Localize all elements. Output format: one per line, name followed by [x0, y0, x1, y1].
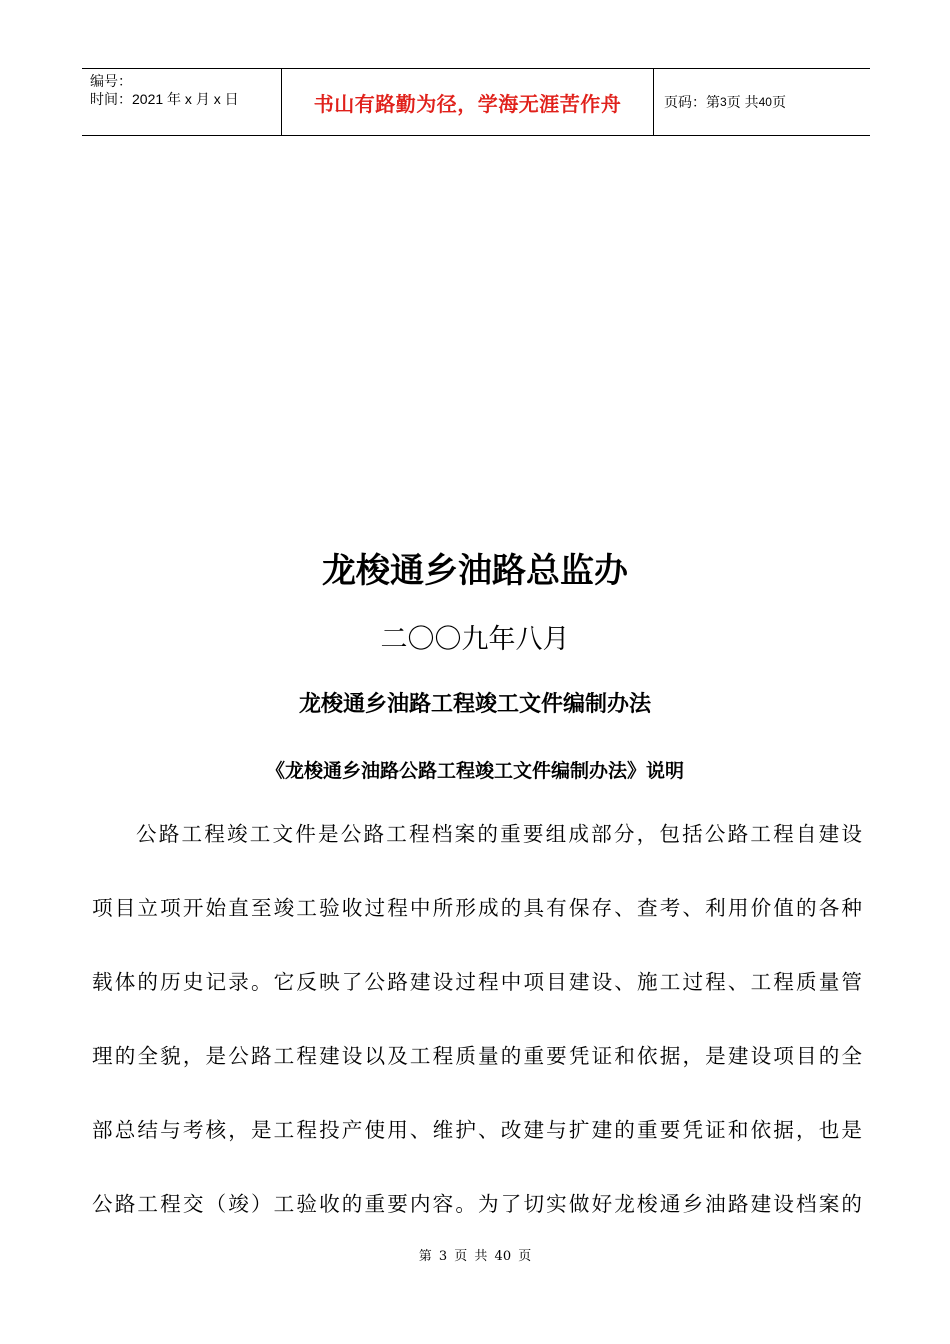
- header-page-cell: [654, 69, 870, 135]
- header-info-cell: [82, 69, 282, 135]
- page-suffix: 页: [771, 94, 786, 110]
- page-current: 3: [720, 95, 727, 109]
- body-paragraph: [92, 812, 862, 1256]
- subtitle: 《龙梭通乡油路公路工程竣工文件编制办法》说明: [265, 760, 684, 782]
- organization-title: 龙梭通乡油路总监办: [322, 551, 628, 591]
- paragraph-line: 公路工程交（竣）工验收的重要内容。为了切实做好龙梭通乡油路建设档案的: [92, 1192, 862, 1216]
- paragraph-line: 公路工程竣工文件是公路工程档案的重要组成部分，包括公路工程自建设: [136, 822, 862, 846]
- motto-text: 书山有路勤为径，学海无涯苦作舟: [313, 91, 622, 116]
- date-title: 二〇〇九年八月: [380, 624, 570, 655]
- page-footer: 第 3 页 共 40 页: [418, 1249, 532, 1264]
- paragraph-line: 理的全貌，是公路工程建设以及工程质量的重要凭证和依据，是建设项目的全: [92, 1044, 862, 1068]
- time-label: 时间：2021 年 x 月 x 日: [90, 91, 239, 107]
- document-title: 龙梭通乡油路工程竣工文件编制办法: [298, 692, 651, 717]
- paragraph-line: 项目立项开始直至竣工验收过程中所形成的具有保存、查考、利用价值的各种: [92, 896, 862, 920]
- number-label: 编号：: [90, 73, 132, 89]
- page-mid: 页 共: [726, 94, 759, 110]
- page-total: 40: [758, 95, 772, 109]
- paragraph-line: 载体的历史记录。它反映了公路建设过程中项目建设、施工过程、工程质量管: [92, 970, 862, 994]
- page-prefix: 页码：第: [664, 94, 720, 110]
- paragraph-line: 部总结与考核，是工程投产使用、维护、改建与扩建的重要凭证和依据，也是: [92, 1118, 862, 1142]
- page-header: [82, 68, 870, 136]
- header-motto-cell: [282, 69, 654, 135]
